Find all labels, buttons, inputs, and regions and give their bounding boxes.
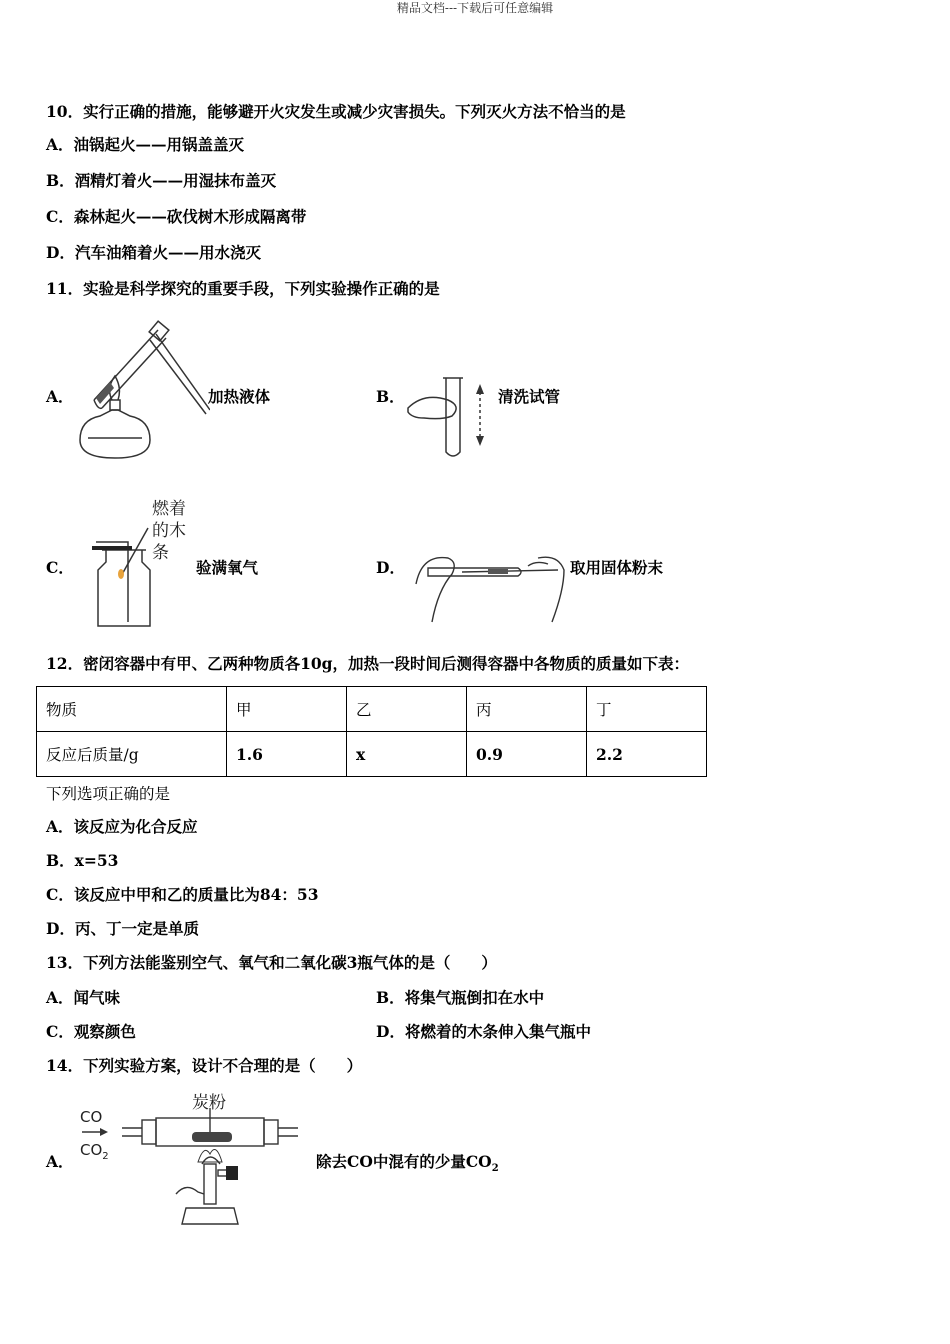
- q13-option-d: D．将燃着的木条伸入集气瓶中: [376, 1022, 591, 1041]
- q13-option-a: A．闻气味: [46, 988, 121, 1007]
- q11-b-letter: B．: [376, 387, 405, 406]
- table-row: [37, 732, 707, 777]
- q13-option-b: B．将集气瓶倒扣在水中: [376, 988, 545, 1007]
- table-cell: 1.6: [227, 732, 347, 777]
- q14-a-letter: A．: [46, 1152, 74, 1171]
- q13-option-c: C．观察颜色: [46, 1022, 136, 1041]
- table-cell: 丁: [587, 687, 707, 732]
- table-cell: 2.2: [587, 732, 707, 777]
- oxygen-collection-bottle-figure: [92, 522, 154, 630]
- q14-a-text-main: 除去CO中混有的少量CO: [316, 1152, 492, 1171]
- q12-stem: 12．密闭容器中有甲、乙两种物质各10g，加热一段时间后测得容器中各物质的质量如下表：: [46, 654, 689, 673]
- burning-stick-label-3: 条: [152, 543, 169, 563]
- burning-stick-label-1: 燃着: [152, 499, 186, 519]
- table-cell: 反应后质量/g: [37, 732, 227, 777]
- table-header-row: [37, 687, 707, 732]
- q11-b-text: 清洗试管: [498, 387, 561, 406]
- solid-powder-figure: [408, 544, 568, 626]
- table-cell: 丙: [467, 687, 587, 732]
- table-cell: x: [347, 732, 467, 777]
- q10-option-a: A．油锅起火——用锅盖盖灭: [46, 135, 245, 154]
- q12-option-c: C．该反应中甲和乙的质量比为84：53: [46, 885, 319, 904]
- table-cell: 乙: [347, 687, 467, 732]
- co-inlet-label: CO: [80, 1108, 103, 1126]
- carbon-tube-apparatus-figure: [78, 1108, 310, 1232]
- table-cell: 甲: [227, 687, 347, 732]
- washing-test-tube-figure: [404, 372, 496, 466]
- table-cell: 0.9: [467, 732, 587, 777]
- q11-d-text: 取用固体粉末: [570, 558, 664, 577]
- page-header: 精品文档---下载后可任意编辑: [396, 1, 554, 15]
- co2-inlet-label: CO: [80, 1141, 103, 1159]
- q13-stem: 13．下列方法能鉴别空气、氧气和二氧化碳3瓶气体的是（ ）: [46, 953, 497, 972]
- q12-option-a: A．该反应为化合反应: [46, 817, 198, 836]
- q12-option-b: B．x=53: [46, 851, 119, 870]
- burning-stick-label-2: 的木: [152, 521, 186, 541]
- q14-a-text-subscript: 2: [491, 1163, 499, 1175]
- q10-stem: 10．实行正确的措施，能够避开火灾发生或减少灾害损失。下列灭火方法不恰当的是: [46, 102, 626, 121]
- q11-d-letter: D．: [376, 558, 405, 577]
- q12-option-d: D．丙、丁一定是单质: [46, 919, 199, 938]
- q12-mass-table: [36, 686, 707, 777]
- carbon-powder-label: 炭粉: [192, 1093, 226, 1113]
- q11-a-letter: A．: [46, 387, 74, 406]
- q11-a-text: 加热液体: [208, 387, 271, 406]
- q10-option-d: D．汽车油箱着火——用水浇灭: [46, 243, 261, 262]
- heating-liquid-figure: [70, 318, 210, 466]
- q14-a-text: [316, 1151, 499, 1180]
- co2-subscript: 2: [102, 1151, 109, 1162]
- q11-c-text: 验满氧气: [196, 558, 259, 577]
- q12-prompt: 下列选项正确的是: [46, 785, 171, 803]
- q11-stem: 11．实验是科学探究的重要手段，下列实验操作正确的是: [46, 279, 440, 298]
- q14-stem: 14．下列实验方案，设计不合理的是（ ）: [46, 1056, 363, 1075]
- table-cell: 物质: [37, 687, 227, 732]
- q10-option-c: C．森林起火——砍伐树木形成隔离带: [46, 207, 307, 226]
- q11-c-letter: C．: [46, 558, 74, 577]
- q10-option-b: B．酒精灯着火——用湿抹布盖灭: [46, 171, 277, 190]
